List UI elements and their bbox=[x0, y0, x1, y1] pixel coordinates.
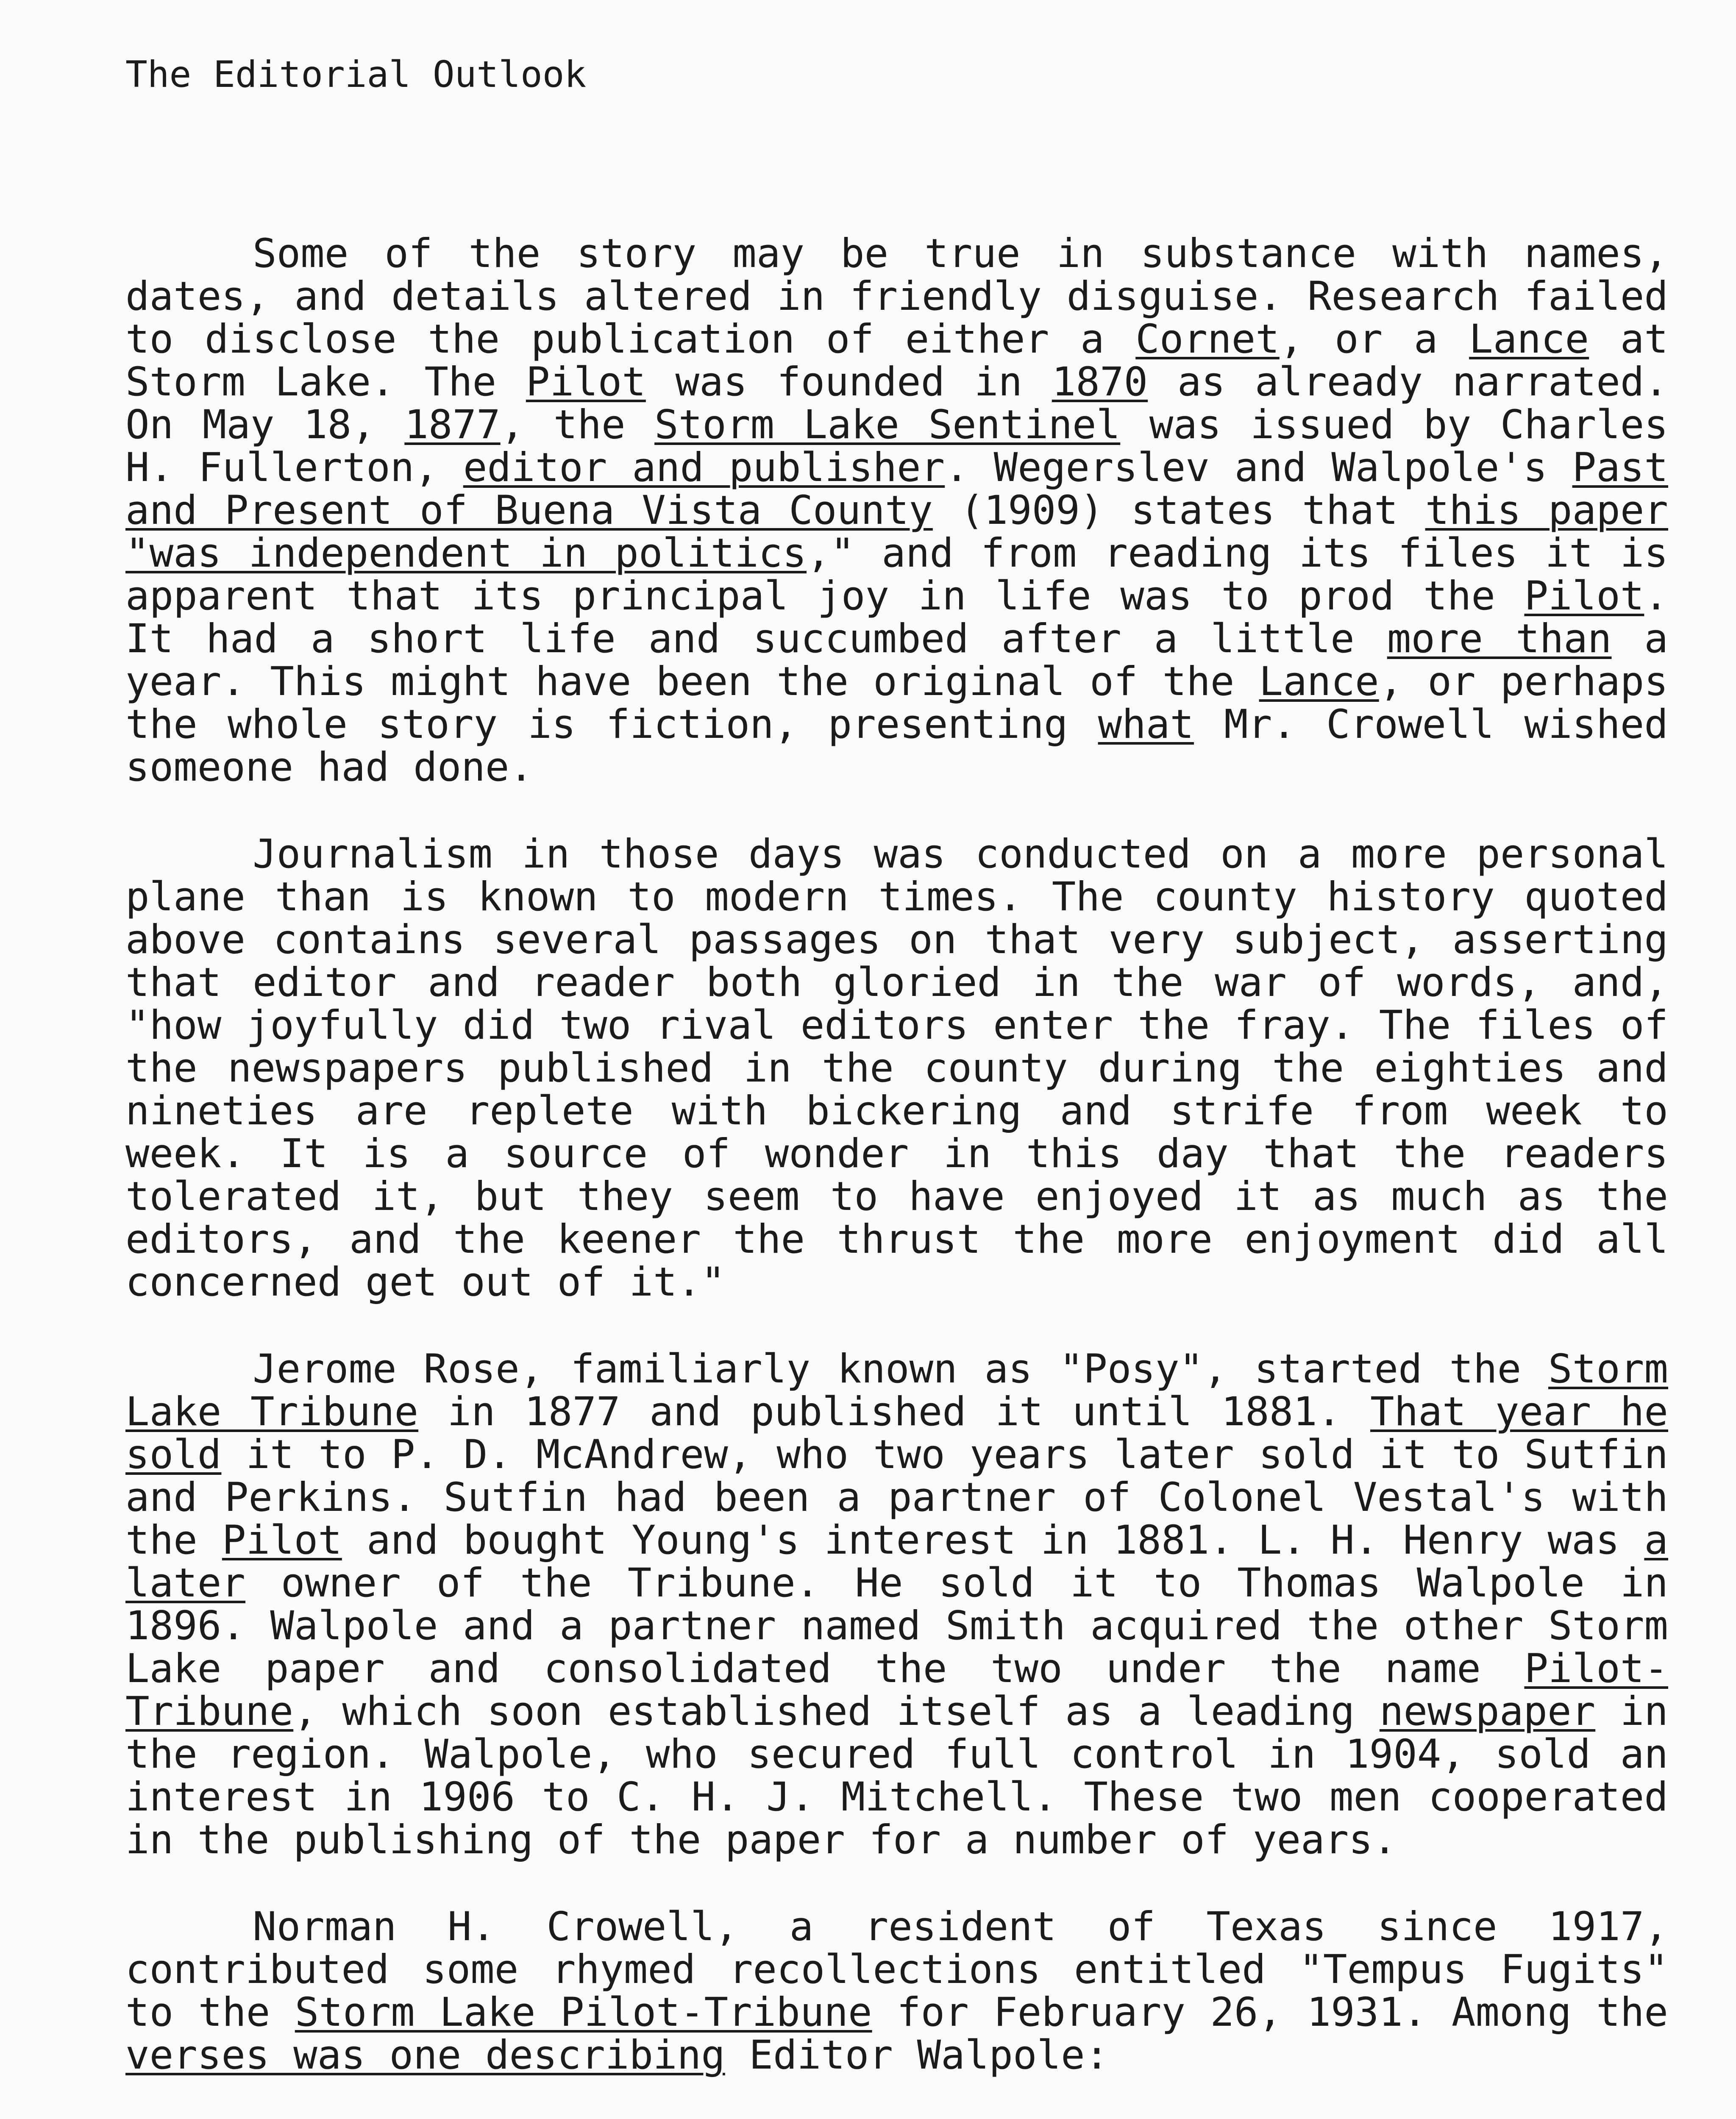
text-run: Jerome Rose, familiarly known as "Posy", started the bbox=[253, 1346, 1549, 1392]
text-run: was founded in bbox=[645, 359, 1052, 405]
text-run: in 1877 and published it until 1881. bbox=[418, 1389, 1371, 1435]
underlined-title: what bbox=[1098, 701, 1194, 748]
underlined-title: Pilot-Tribune bbox=[125, 1646, 1668, 1735]
body-text bbox=[125, 232, 1668, 2119]
text-run: . Wegerslev and Walpole's bbox=[945, 445, 1572, 491]
underlined-title: Lance bbox=[1259, 659, 1379, 705]
text-run: , or a bbox=[1279, 316, 1469, 362]
underlined-title: newspaper bbox=[1379, 1688, 1596, 1735]
underlined-title: editor and publisher bbox=[463, 445, 945, 491]
text-run: at Storm Lake. The bbox=[125, 316, 1668, 405]
underlined-title: That year he sold bbox=[125, 1389, 1668, 1478]
underlined-title: Pilot bbox=[222, 1517, 342, 1563]
underlined-title: Pilot bbox=[1524, 573, 1644, 619]
underlined-title: this paper "was independent in politics bbox=[125, 487, 1669, 576]
text-run: Some of the story may be true in substance with names, dates, and details altered in friendly disguise. Research failed to disclose the publication of either a bbox=[125, 231, 1668, 362]
underlined-title: Storm Lake Sentinel bbox=[654, 402, 1121, 448]
underlined-title: more than bbox=[1387, 616, 1612, 662]
text-run: in the region. Walpole, who secured full control in 1904, sold an interest in 1906 to C. H. J. Mitchell. These two men cooperated in the publishing of the paper for a number of years. bbox=[125, 1688, 1668, 1863]
text-run: , or perhaps the whole story is fiction, presenting bbox=[125, 659, 1668, 748]
text-run: owner of the Tribune. He sold it to Thomas Walpole in 1896. Walpole and a partner named Smith acquired the other Storm Lake paper and consolidated the two under the name bbox=[125, 1560, 1668, 1692]
underlined-title: Past and Present of Buena Vista County bbox=[125, 445, 1668, 534]
text-run: , the bbox=[500, 402, 655, 448]
underlined-title: 1877 bbox=[404, 402, 501, 448]
text-run: Journalism in those days was conducted on a more personal plane than is known to modern times. The county history quoted above contains several passages on that very subject, asserting that editor and reader both gloried in the war of words, and, "how joyfully did two rival editors enter the fray. The files of the newspapers published in the county during the eighties and nineties are replete with bickering and strife from week to week. It is a source of wonder in this day that the readers tolerated it, but they seem to have enjoyed it as much as the editors, and the keener the thrust the more enjoyment did all concerned get out of it." bbox=[125, 831, 1668, 1305]
text-run: was issued by Charles H. Fullerton, bbox=[125, 402, 1668, 491]
underlined-title: Cornet bbox=[1135, 316, 1280, 362]
text-run: , which soon established itself as a leading bbox=[293, 1688, 1380, 1735]
paragraph-1 bbox=[125, 232, 1668, 789]
text-run: . It had a short life and succumbed after a little bbox=[125, 573, 1668, 662]
underlined-title: a later bbox=[125, 1517, 1668, 1606]
text-run: it to P. D. McAndrew, who two years later sold it to Sutfin and Perkins. Sutfin had been a partner of Colonel Vestal's with the bbox=[125, 1432, 1668, 1563]
paragraph-2 bbox=[125, 833, 1668, 1304]
text-run: a year. This might have been the original of the bbox=[125, 616, 1669, 705]
paragraph-3 bbox=[125, 1348, 1668, 1861]
underlined-title: verses was one describing bbox=[125, 2032, 725, 2078]
text-run: Mr. Crowell wished someone had done. bbox=[125, 701, 1668, 790]
text-run: for February 26, 1931. Among the bbox=[872, 1989, 1668, 2036]
running-head: The Editorial Outlook bbox=[125, 53, 587, 96]
underlined-title: Lance bbox=[1469, 316, 1589, 362]
underlined-title: 1870 bbox=[1052, 359, 1148, 405]
text-run: Norman H. Crowell, a resident of Texas since 1917, contributed some rhymed recollections entitled "Tempus Fugits" to the bbox=[125, 1904, 1668, 2036]
underlined-title: Pilot bbox=[526, 359, 646, 405]
text-run: and bought Young's interest in 1881. L. H. Henry was bbox=[342, 1517, 1644, 1563]
text-run: (1909) states that bbox=[932, 487, 1425, 534]
text-run: Editor Walpole: bbox=[725, 2032, 1109, 2078]
paragraph-4 bbox=[125, 1905, 1668, 2077]
text-run: as already narrated. On May 18, bbox=[125, 359, 1669, 448]
text-run: ," and from reading its files it is apparent that its principal joy in life was to prod the bbox=[125, 530, 1668, 619]
underlined-title: Storm Lake Tribune bbox=[125, 1346, 1668, 1435]
underlined-title: Storm Lake Pilot-Tribune bbox=[295, 1989, 872, 2036]
